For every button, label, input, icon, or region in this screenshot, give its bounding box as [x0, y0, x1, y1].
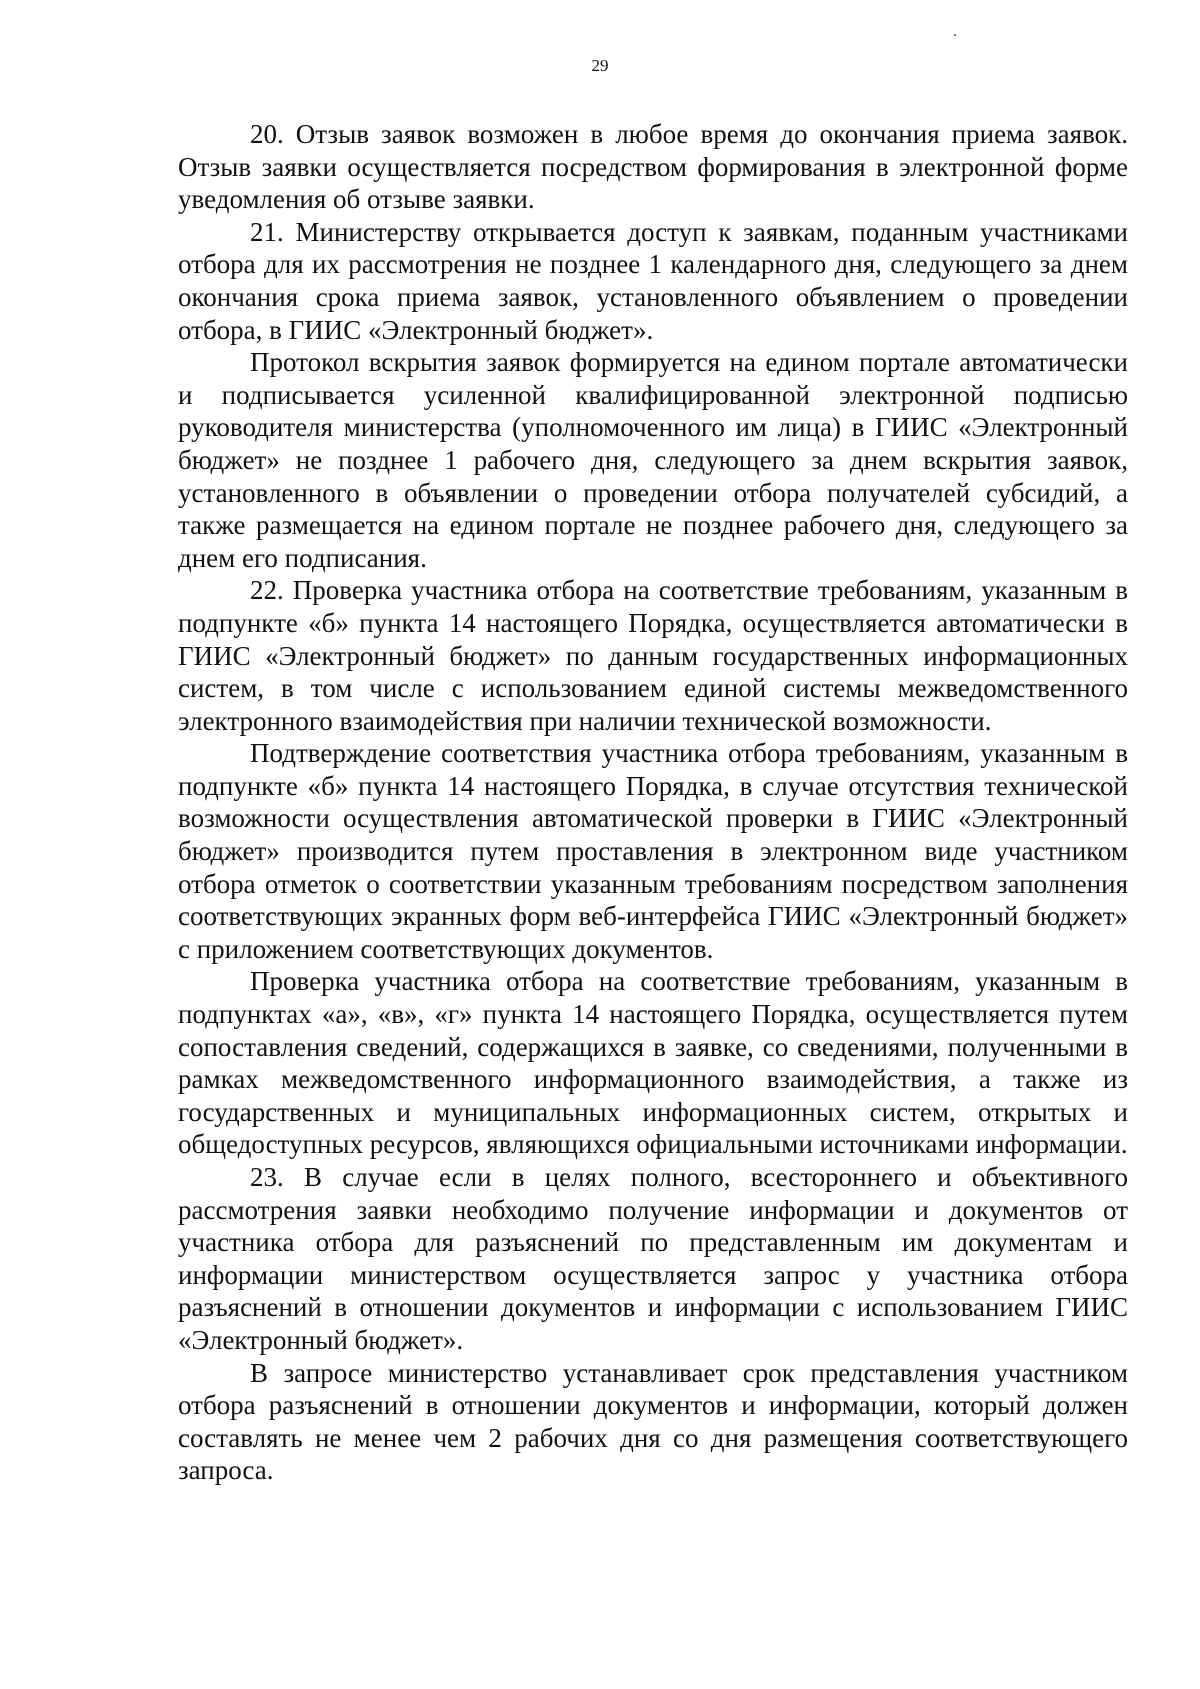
paragraph-opening-protocol: Протокол вскрытия заявок формируется на едином портале автоматически и подписывается усиленной квалифицированной электронной подписью руководителя министерства (уполномоченного им лица) в ГИИС «Электронный бюджет» не позднее 1 рабочего дня, следующего за днем вскрытия заявок, установленного в объявлении о проведении отбора получателей субсидий, а также размещается на едином портале не позднее рабочего дня, следующего за днем его подписания. — [178, 347, 1128, 573]
paragraph-21: 21. Министерству открывается доступ к заявкам, поданным участниками отбора для их рассмотрения не позднее 1 календарного дня, следующего за днем окончания срока приема заявок, установленного объявлением о проведении отбора, в ГИИС «Электронный бюджет». — [178, 216, 1128, 345]
paragraph-verification: Проверка участника отбора на соответствие требованиям, указанным в подпунктах «а», «в», «г» пункта 14 настоящего Порядка, осуществляется путем сопоставления сведений, содержащихся в заявке, со сведениями, полученными в рамках межведомственного информационного взаимодействия, а также из государственных и муниципальных информационных систем, открытых и общедоступных ресурсов, являющихся официальными источниками информации. — [178, 966, 1128, 1160]
paragraph-20: 20. Отзыв заявок возможен в любое время до окончания приема заявок. Отзыв заявки осуществляется посредством формирования в электронной форме уведомления об отзыве заявки. — [178, 119, 1128, 215]
paragraph-22: 22. Проверка участника отбора на соответствие требованиям, указанным в подпункте «б» пункта 14 настоящего Порядка, осуществляется автоматически в ГИИС «Электронный бюджет» по данным государственных информационных систем, в том числе с использованием единой системы межведомственного электронного взаимодействия при наличии технической возможности. — [178, 575, 1128, 736]
page-number: 29 — [591, 56, 609, 75]
paragraph-confirmation: Подтверждение соответствия участника отбора требованиям, указанным в подпункте «б» пункта 14 настоящего Порядка, в случае отсутствия технической возможности осуществления автоматической проверки в ГИИС «Электронный бюджет» производится путем проставления в электронном виде участником отбора отметок о соответствии указанным требованиям посредством заполнения соответствующих экранных форм веб-интерфейса ГИИС «Электронный бюджет» с приложением соответствующих документов. — [178, 738, 1128, 964]
scan-speck — [954, 34, 956, 36]
paragraph-23: 23. В случае если в целях полного, всестороннего и объективного рассмотрения заявки необходимо получение информации и документов от участника отбора для разъяснений по представленным им документам и информации министерством осуществляется запрос у участника отбора разъяснений в отношении документов и информации с использованием ГИИС «Электронный бюджет». — [178, 1162, 1128, 1355]
paragraph-request-deadline: В запросе министерство устанавливает срок представления участником отбора разъяснений в отношении документов и информации, который должен составлять не менее чем 2 рабочих дня со дня размещения соответствующего запроса. — [178, 1357, 1128, 1486]
document-body — [178, 118, 1128, 1487]
